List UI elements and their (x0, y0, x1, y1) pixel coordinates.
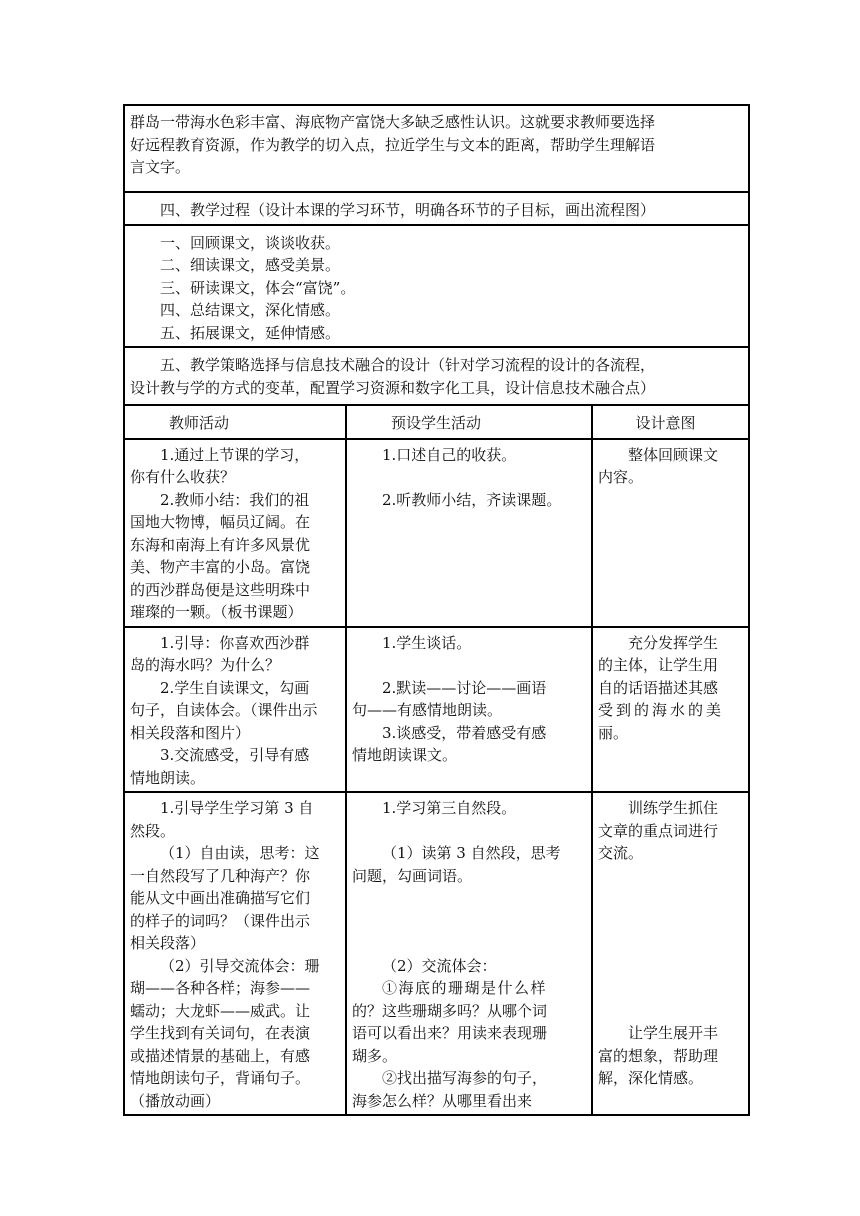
teacher-cell (124, 792, 346, 1115)
text-line: 交流。 (598, 844, 644, 862)
text-line: 瑚多。 (352, 1046, 398, 1065)
intro-row (124, 105, 749, 192)
process-step: 三、研读课文，体会“富饶”。 (160, 278, 356, 297)
section4-title-row (124, 192, 749, 225)
text-line: 东海和南海上有许多风景优 (130, 535, 311, 554)
text-line: 受到的海水的美 (598, 701, 725, 719)
text-line: ②找出描写海参的句子， (382, 1069, 548, 1087)
text-line: 句——有感情地朗读。 (352, 701, 503, 719)
teacher-cell (124, 439, 346, 627)
text-line: 岛的海水吗？为什么？ (130, 656, 281, 674)
student-cell (346, 439, 592, 627)
table-row (124, 627, 749, 793)
section5-title-line: 五、教学策略选择与信息技术融合的设计（针对学习流程的设计的各流程， (160, 356, 656, 374)
section4-title-cell (124, 192, 749, 225)
intro-line: 好远程教育资源，作为教学的切入点，拉近学生与文本的距离，帮助学生理解语 (130, 135, 656, 154)
process-step: 一、回顾课文，谈谈收获。 (160, 233, 341, 252)
text-line: 1.学生谈话。 (382, 633, 472, 652)
text-line: （播放动画） (130, 1091, 221, 1110)
text-line: 璀璨的一颗。（板书课题） (130, 603, 303, 621)
text-line: 的西沙群岛便是这些明珠中 (130, 580, 311, 599)
intro-line: 群岛一带海水色彩丰富、海底物产富饶大多缺乏感性认识。这就要求教师要选择 (130, 113, 656, 131)
text-line: 海参怎么样？从哪里看出来 (352, 1091, 533, 1110)
text-line: 丽。 (598, 723, 629, 742)
section5-title-row (124, 347, 749, 405)
section4-steps-cell (124, 225, 749, 348)
text-line: （2）引导交流体会：珊 (160, 956, 320, 975)
intent-cell (592, 627, 749, 793)
student-cell (346, 627, 592, 793)
text-line: 能从文中画出准确描写它们 (130, 889, 311, 907)
text-line: 训练学生抓住 (628, 799, 719, 817)
text-line: 充分发挥学生 (628, 633, 719, 652)
text-line: 相关段落） (130, 934, 206, 952)
text-line: 的主体，让学生用 (598, 656, 719, 674)
text-line: 美、物产丰富的小岛。富饶 (130, 558, 311, 576)
text-line: 3.交流感受，引导有感 (160, 746, 310, 764)
text-line: 内容。 (598, 468, 644, 486)
text-line: 1.引导：你喜欢西沙群 (160, 633, 310, 652)
text-line: 文章的重点词进行 (598, 821, 719, 840)
text-line: 然段。 (130, 821, 176, 840)
text-line: 情地朗读课文。 (352, 746, 458, 764)
intro-cell (124, 105, 749, 192)
process-step: 四、总结课文，深化情感。 (160, 301, 341, 319)
process-step: 二、细读课文，感受美景。 (160, 256, 341, 274)
text-line: 句子，自读体会。（课件出示 (130, 701, 318, 719)
teacher-para (130, 489, 340, 624)
intent-cell (592, 792, 749, 1115)
text-line: 相关段落和图片） (130, 723, 251, 742)
text-line: 自的话语描述其感 (598, 678, 719, 697)
text-line: 2.默读——讨论——画语 (382, 678, 547, 697)
lesson-plan-document (123, 104, 748, 1116)
text-line: 1.口述自己的收获。 (382, 445, 517, 464)
text-line: 蠕动；大龙虾——威武。让 (130, 1001, 311, 1020)
intent-cell (592, 439, 749, 627)
text-line: 1.学习第三自然段。 (382, 799, 517, 817)
text-line: 的样子的词吗？（课件出示 (130, 911, 311, 930)
section4-title: 四、教学过程（设计本课的学习环节，明确各环节的子目标，画出流程图） (160, 201, 656, 219)
section4-steps-row (124, 225, 749, 348)
text-line: 1.引导学生学习第 3 自 (160, 799, 314, 817)
text-line: （1）读第 3 自然段，思考 (382, 844, 561, 862)
text-line: 情地朗读。 (130, 768, 206, 787)
section5-title-line: 设计教与学的方式的变革，配置学习资源和数字化工具，设计信息技术融合点） (130, 378, 656, 397)
text-line: 2.听教师小结，齐读课题。 (382, 490, 562, 509)
text-line: 国地大物博，幅员辽阔。在 (130, 513, 311, 531)
text-line: 情地朗读句子，背诵句子。 (130, 1069, 311, 1087)
text-line: ①海底的珊瑚是什么样 (382, 979, 548, 997)
header-design-intent: 设计意图 (592, 405, 749, 439)
text-line: 的？这些珊瑚多吗？从哪个词 (352, 1001, 548, 1020)
text-line: 1.通过上节课的学习， (160, 445, 310, 464)
text-line: 解，深化情感。 (598, 1069, 704, 1087)
text-line: 一自然段写了几种海产？你 (130, 866, 311, 885)
process-step: 五、拓展课文，延伸情感。 (160, 323, 341, 342)
text-line: 瑚——各种各样；海参—— (130, 979, 311, 997)
text-line: 学生找到有关词句，在表演 (130, 1024, 311, 1042)
text-line: （2）交流体会： (382, 956, 497, 975)
text-line: 2.教师小结：我们的祖 (160, 490, 310, 509)
table-row (124, 439, 749, 627)
text-line: 整体回顾课文 (628, 445, 719, 464)
text-line: 或描述情景的基础上，有感 (130, 1046, 311, 1065)
student-cell (346, 792, 592, 1115)
text-line: 语可以看出来？用读来表现珊 (352, 1024, 548, 1042)
lesson-plan-table (123, 104, 750, 1116)
teacher-para (130, 444, 340, 489)
text-line: 富的想象，帮助理 (598, 1046, 719, 1065)
header-student-activity: 预设学生活动 (346, 405, 592, 439)
table-row (124, 792, 749, 1115)
text-line: 你有什么收获？ (130, 468, 236, 486)
teacher-cell (124, 627, 346, 793)
text-line: 问题，勾画词语。 (352, 866, 473, 885)
text-line: 2.学生自读课文，勾画 (160, 678, 310, 697)
text-line: 让学生展开丰 (628, 1024, 719, 1042)
table-header-row (124, 405, 749, 439)
intro-line: 言文字。 (130, 158, 191, 176)
section5-title-cell (124, 347, 749, 405)
text-line: 3.谈感受，带着感受有感 (382, 723, 547, 742)
header-teacher-activity: 教师活动 (124, 405, 346, 439)
text-line: （1）自由读，思考：这 (160, 844, 320, 862)
